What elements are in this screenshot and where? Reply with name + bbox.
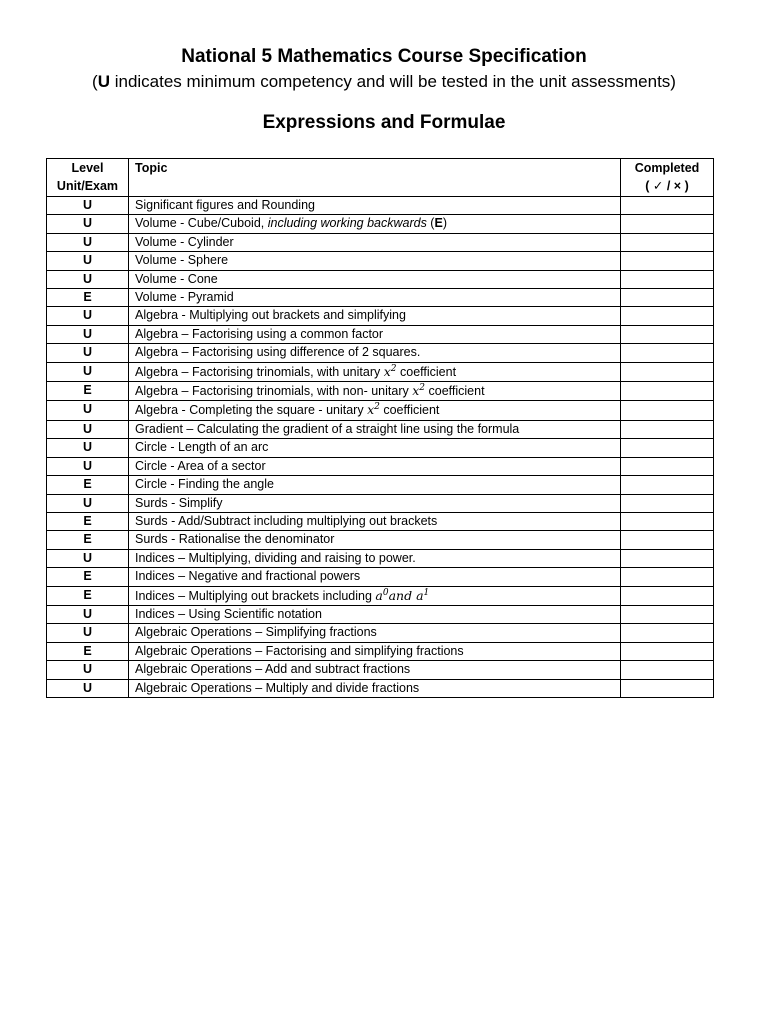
completed-checkbox-cell[interactable] <box>621 420 714 438</box>
table-row <box>47 568 714 586</box>
table-row <box>47 549 714 567</box>
topic-text-end: coefficient <box>379 403 440 418</box>
row-topic <box>129 233 621 251</box>
completed-checkbox-cell[interactable] <box>621 401 714 420</box>
completed-checkbox-cell[interactable] <box>621 197 714 215</box>
topic-text-after: ( <box>426 216 435 231</box>
topic-text: Circle - Length of an arc <box>135 440 269 455</box>
topic-text: Significant figures and Rounding <box>135 198 315 212</box>
completed-checkbox-cell[interactable] <box>621 307 714 325</box>
row-level: U <box>47 270 129 288</box>
math-base: x <box>367 402 375 418</box>
topic-text: Algebra – Factorising using a common factor <box>135 326 384 341</box>
math-expression <box>384 364 397 379</box>
subtitle-bold-letter: U <box>97 72 110 91</box>
row-level: U <box>47 624 129 642</box>
math-exponent: 2 <box>419 383 426 394</box>
row-topic <box>129 624 621 642</box>
table-row <box>47 679 714 697</box>
completed-checkbox-cell[interactable] <box>621 362 714 381</box>
row-level: E <box>47 531 129 549</box>
row-level: U <box>47 549 129 567</box>
row-topic <box>129 252 621 270</box>
topic-italic-text: including working backwards <box>267 216 427 231</box>
subtitle-text: indicates minimum competency and will be tested in the unit assessments) <box>109 72 676 91</box>
table-row <box>47 512 714 530</box>
row-level: U <box>47 439 129 457</box>
row-topic <box>129 642 621 660</box>
row-topic <box>129 289 621 307</box>
math-base: x <box>383 363 391 379</box>
topic-text: Algebra - Multiplying out brackets and simplifying <box>135 308 406 323</box>
table-row <box>47 401 714 420</box>
table-row <box>47 661 714 679</box>
row-topic <box>129 679 621 697</box>
level-column-header <box>47 159 129 197</box>
completed-checkbox-cell[interactable] <box>621 586 714 605</box>
table-row <box>47 344 714 362</box>
completed-checkbox-cell[interactable] <box>621 270 714 288</box>
math-base: x <box>412 383 420 399</box>
completed-checkbox-cell[interactable] <box>621 624 714 642</box>
row-level: U <box>47 661 129 679</box>
row-level: E <box>47 586 129 605</box>
row-level: U <box>47 362 129 381</box>
section-title: Expressions and Formulae <box>262 112 506 133</box>
topic-text-end: coefficient <box>425 384 485 399</box>
row-topic <box>129 215 621 233</box>
row-topic <box>129 439 621 457</box>
topic-text: Indices – Using Scientific notation <box>135 606 322 621</box>
table-row <box>47 494 714 512</box>
row-topic <box>129 344 621 362</box>
completed-checkbox-cell[interactable] <box>621 325 714 343</box>
row-topic <box>129 586 621 605</box>
row-level: E <box>47 382 129 401</box>
table-row <box>47 531 714 549</box>
row-topic <box>129 307 621 325</box>
subtitle-open: ( <box>92 72 98 91</box>
table-row <box>47 605 714 623</box>
completed-checkbox-cell[interactable] <box>621 215 714 233</box>
level-header-line2: Unit/Exam <box>56 178 119 193</box>
row-level: U <box>47 197 129 215</box>
row-topic <box>129 457 621 475</box>
row-level: E <box>47 476 129 494</box>
topic-text: Algebra – Factorising trinomials, with unitary <box>135 364 384 379</box>
table-row <box>47 457 714 475</box>
math-exponent: 2 <box>374 402 380 413</box>
row-topic <box>129 401 621 420</box>
completed-checkbox-cell[interactable] <box>621 344 714 362</box>
math-exponent: 2 <box>390 363 397 374</box>
topic-text: Algebraic Operations – Multiply and divide fractions <box>135 680 420 695</box>
topic-text: Volume - Sphere <box>135 253 229 268</box>
row-level: U <box>47 215 129 233</box>
row-level: U <box>47 605 129 623</box>
level-header-line1: Level <box>71 161 104 175</box>
row-level: U <box>47 325 129 343</box>
table-row <box>47 197 714 215</box>
table-row <box>47 289 714 307</box>
row-level: E <box>47 642 129 660</box>
topic-text: Indices – Multiplying out brackets including <box>135 588 376 603</box>
topic-text: Gradient – Calculating the gradient of a straight line using the formula <box>135 421 520 436</box>
math-base: a <box>416 587 424 603</box>
math-expression <box>412 383 425 398</box>
row-topic <box>129 325 621 343</box>
topic-text-end: coefficient <box>396 364 457 379</box>
topic-bold-text: E <box>434 216 443 231</box>
row-topic <box>129 531 621 549</box>
table-row <box>47 233 714 251</box>
completed-checkbox-cell[interactable] <box>621 605 714 623</box>
row-topic <box>129 270 621 288</box>
completed-checkbox-cell[interactable] <box>621 289 714 307</box>
topic-text: Circle - Finding the angle <box>135 477 274 492</box>
math-expression <box>375 588 388 603</box>
topic-text: Algebra – Factorising trinomials, with non- unitary <box>135 384 413 399</box>
table-row <box>47 325 714 343</box>
row-topic <box>129 568 621 586</box>
math-base: a <box>375 587 383 603</box>
row-level: U <box>47 307 129 325</box>
row-topic <box>129 512 621 530</box>
topic-text-mid: and <box>388 587 417 603</box>
topic-text: Algebraic Operations – Simplifying fractions <box>135 625 377 640</box>
completed-checkbox-cell[interactable] <box>621 476 714 494</box>
row-level: U <box>47 252 129 270</box>
math-expression <box>367 402 380 417</box>
completed-checkbox-cell[interactable] <box>621 457 714 475</box>
table-row <box>47 476 714 494</box>
topic-text: Surds - Simplify <box>135 495 223 510</box>
row-topic <box>129 549 621 567</box>
math-exponent: 0 <box>382 587 389 598</box>
completed-header-line2: ( ✓ / × ) <box>645 178 689 193</box>
completed-checkbox-cell[interactable] <box>621 382 714 401</box>
topic-text: Algebra - Completing the square - unitary <box>135 403 368 418</box>
completed-checkbox-cell[interactable] <box>621 679 714 697</box>
row-topic <box>129 197 621 215</box>
table-row <box>47 420 714 438</box>
topic-text: Volume - Cube/Cuboid, <box>135 216 268 231</box>
row-level: U <box>47 679 129 697</box>
topic-text: Indices – Multiplying, dividing and raising to power. <box>135 550 416 565</box>
completed-checkbox-cell[interactable] <box>621 642 714 660</box>
math-expression <box>416 588 429 603</box>
document-title: National 5 Mathematics Course Specification <box>181 46 587 67</box>
completed-checkbox-cell[interactable] <box>621 549 714 567</box>
table-row <box>47 307 714 325</box>
topic-text-end: ) <box>442 216 447 231</box>
row-level: E <box>47 289 129 307</box>
table-row <box>47 624 714 642</box>
completed-column-header <box>621 159 714 197</box>
completed-checkbox-cell[interactable] <box>621 494 714 512</box>
table-row <box>47 270 714 288</box>
completed-checkbox-cell[interactable] <box>621 512 714 530</box>
table-row <box>47 252 714 270</box>
completed-header-line1: Completed <box>634 161 700 175</box>
math-exponent: 1 <box>423 587 430 598</box>
table-body <box>47 197 714 698</box>
row-topic <box>129 476 621 494</box>
row-level: U <box>47 420 129 438</box>
topic-text: Volume - Cylinder <box>135 234 234 249</box>
row-level: U <box>47 344 129 362</box>
topics-table <box>46 158 714 698</box>
topic-text: Circle - Area of a sector <box>135 458 266 473</box>
topic-text: Indices – Negative and fractional powers <box>135 569 361 584</box>
row-topic <box>129 605 621 623</box>
topic-text: Algebraic Operations – Factorising and simplifying fractions <box>135 643 464 658</box>
completed-checkbox-cell[interactable] <box>621 568 714 586</box>
table-row <box>47 642 714 660</box>
topic-text: Volume - Cone <box>135 271 218 286</box>
table-row <box>47 362 714 381</box>
table-header-row <box>47 159 714 197</box>
row-topic <box>129 661 621 679</box>
row-topic <box>129 420 621 438</box>
completed-checkbox-cell[interactable] <box>621 252 714 270</box>
row-topic <box>129 362 621 381</box>
table-row <box>47 382 714 401</box>
topic-text: Volume - Pyramid <box>135 290 234 305</box>
topic-text: Algebraic Operations – Add and subtract fractions <box>135 662 411 677</box>
row-level: E <box>47 512 129 530</box>
completed-checkbox-cell[interactable] <box>621 439 714 457</box>
row-level: U <box>47 233 129 251</box>
row-level: U <box>47 457 129 475</box>
completed-checkbox-cell[interactable] <box>621 233 714 251</box>
table-row <box>47 439 714 457</box>
table-row <box>47 215 714 233</box>
topic-text: Surds - Rationalise the denominator <box>135 532 335 547</box>
row-topic <box>129 494 621 512</box>
topic-text: Algebra – Factorising using difference of 2 squares. <box>135 345 421 360</box>
row-level: U <box>47 401 129 420</box>
topic-text: Surds - Add/Subtract including multiplying out brackets <box>135 513 438 528</box>
completed-checkbox-cell[interactable] <box>621 661 714 679</box>
row-topic <box>129 382 621 401</box>
table-row <box>47 586 714 605</box>
completed-checkbox-cell[interactable] <box>621 531 714 549</box>
row-level: U <box>47 494 129 512</box>
document-subtitle <box>0 70 768 94</box>
topic-column-header: Topic <box>129 159 621 197</box>
row-level: E <box>47 568 129 586</box>
